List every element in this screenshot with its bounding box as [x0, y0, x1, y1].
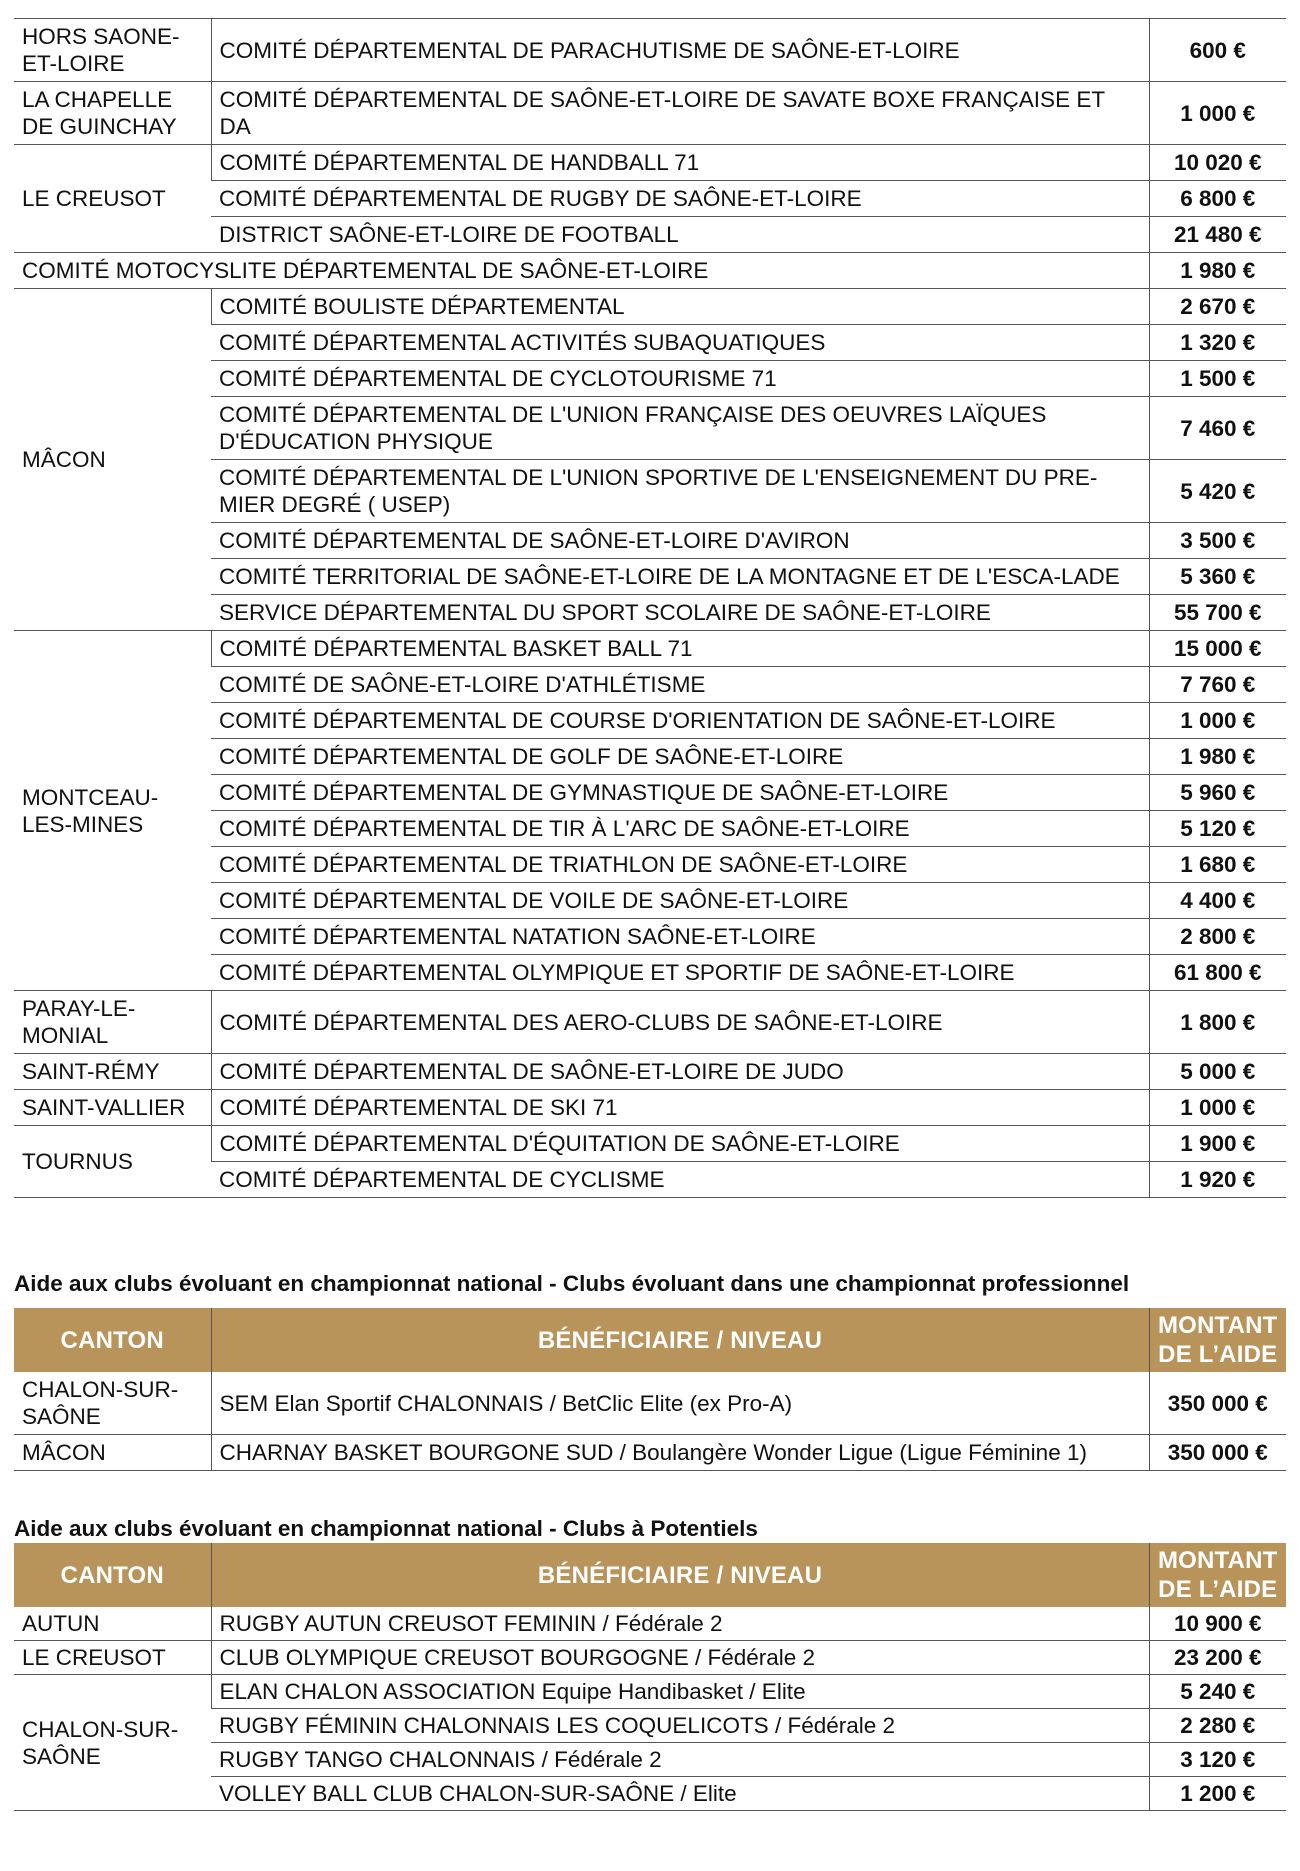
table-row	[14, 253, 1286, 289]
amount-cell: 1 000 €	[1149, 82, 1286, 145]
amount-cell: 5 240 €	[1149, 1675, 1286, 1709]
table-header-row	[14, 1308, 1286, 1372]
beneficiary-cell: VOLLEY BALL CLUB CHALON-SUR-SAÔNE / Elite	[211, 1777, 1149, 1811]
beneficiary-cell: COMITÉ DÉPARTEMENTAL DES AERO-CLUBS DE SAÔNE-ET-LOIRE	[211, 991, 1149, 1054]
amount-cell: 1 900 €	[1149, 1126, 1286, 1162]
amount-cell: 1 200 €	[1149, 1777, 1286, 1811]
amount-cell: 1 000 €	[1149, 703, 1286, 739]
canton-cell: AUTUN	[14, 1607, 211, 1641]
amount-header-line2: DE L’AIDE	[1158, 1341, 1278, 1368]
column-header-canton: CANTON	[14, 1308, 211, 1372]
column-header-amount	[1149, 1543, 1286, 1607]
beneficiary-cell: SERVICE DÉPARTEMENTAL DU SPORT SCOLAIRE DE SAÔNE-ET-LOIRE	[211, 595, 1149, 631]
canton-cell: TOURNUS	[14, 1126, 211, 1198]
beneficiary-cell: COMITÉ DÉPARTEMENTAL DE L'UNION SPORTIVE DE L'ENSEIGNEMENT DU PRE-MIER DEGRÉ ( USEP)	[211, 460, 1149, 523]
table-header-row	[14, 1543, 1286, 1607]
amount-header-line1: MONTANT	[1157, 1547, 1278, 1574]
column-header-amount	[1149, 1308, 1286, 1372]
table-row	[14, 1435, 1286, 1471]
column-header-beneficiary: BÉNÉFICIAIRE / NIVEAU	[211, 1308, 1149, 1372]
professional-clubs-table	[14, 1308, 1286, 1471]
beneficiary-cell: RUGBY AUTUN CREUSOT FEMININ / Fédérale 2	[211, 1607, 1149, 1641]
beneficiary-cell: COMITÉ DÉPARTEMENTAL DE L'UNION FRANÇAISE DES OEUVRES LAÏQUES D'ÉDUCATION PHYSIQUE	[211, 397, 1149, 460]
amount-cell: 7 760 €	[1149, 667, 1286, 703]
committees-table	[14, 18, 1286, 1198]
table-row	[14, 82, 1286, 145]
canton-cell: LE CREUSOT	[14, 145, 211, 253]
beneficiary-cell: COMITÉ DÉPARTEMENTAL DE TRIATHLON DE SAÔNE-ET-LOIRE	[211, 847, 1149, 883]
amount-cell: 1 800 €	[1149, 991, 1286, 1054]
canton-cell: MONTCEAU-LES-MINES	[14, 631, 211, 991]
section-title: Aide aux clubs évoluant en championnat national - Clubs évoluant dans une championnat professionnel	[14, 1271, 1130, 1296]
beneficiary-cell: COMITÉ DÉPARTEMENTAL DE RUGBY DE SAÔNE-ET-LOIRE	[211, 181, 1149, 217]
canton-cell: SAINT-VALLIER	[14, 1090, 211, 1126]
canton-cell: CHALON-SUR-SAÔNE	[14, 1675, 211, 1811]
amount-cell: 15 000 €	[1149, 631, 1286, 667]
amount-cell: 21 480 €	[1149, 217, 1286, 253]
beneficiary-cell: COMITÉ MOTOCYSLITE DÉPARTEMENTAL DE SAÔNE-ET-LOIRE	[14, 253, 1149, 289]
amount-header-line1: MONTANT	[1157, 1312, 1278, 1339]
amount-cell: 55 700 €	[1149, 595, 1286, 631]
amount-cell: 1 680 €	[1149, 847, 1286, 883]
amount-cell: 1 980 €	[1149, 739, 1286, 775]
beneficiary-cell: COMITÉ DÉPARTEMENTAL DE CYCLOTOURISME 71	[211, 361, 1149, 397]
amount-cell: 4 400 €	[1149, 883, 1286, 919]
table-row	[14, 1054, 1286, 1090]
beneficiary-cell: ELAN CHALON ASSOCIATION Equipe Handibasket / Elite	[211, 1675, 1149, 1709]
beneficiary-cell: COMITÉ DÉPARTEMENTAL NATATION SAÔNE-ET-LOIRE	[211, 919, 1149, 955]
beneficiary-cell: CLUB OLYMPIQUE CREUSOT BOURGOGNE / Fédérale 2	[211, 1641, 1149, 1675]
amount-cell: 10 020 €	[1149, 145, 1286, 181]
amount-cell: 5 960 €	[1149, 775, 1286, 811]
table-row	[14, 1675, 1286, 1709]
table-row	[14, 991, 1286, 1054]
amount-cell: 61 800 €	[1149, 955, 1286, 991]
beneficiary-cell: COMITÉ DÉPARTEMENTAL ACTIVITÉS SUBAQUATIQUES	[211, 325, 1149, 361]
canton-cell: LA CHAPELLE DE GUINCHAY	[14, 82, 211, 145]
beneficiary-cell: COMITÉ DÉPARTEMENTAL DE PARACHUTISME DE SAÔNE-ET-LOIRE	[211, 19, 1149, 82]
amount-cell: 5 420 €	[1149, 460, 1286, 523]
table-row	[14, 1641, 1286, 1675]
beneficiary-cell: COMITÉ DÉPARTEMENTAL DE SAÔNE-ET-LOIRE DE SAVATE BOXE FRANÇAISE ET DA	[211, 82, 1149, 145]
document-page	[14, 18, 1286, 1811]
amount-cell: 5 120 €	[1149, 811, 1286, 847]
table-row	[14, 1126, 1286, 1162]
canton-cell: MÂCON	[14, 289, 211, 631]
beneficiary-cell: COMITÉ DÉPARTEMENTAL DE COURSE D'ORIENTATION DE SAÔNE-ET-LOIRE	[211, 703, 1149, 739]
table-row	[14, 631, 1286, 667]
amount-cell: 1 000 €	[1149, 1090, 1286, 1126]
column-header-canton: CANTON	[14, 1543, 211, 1607]
table-row	[14, 1607, 1286, 1641]
amount-cell: 5 000 €	[1149, 1054, 1286, 1090]
amount-cell: 6 800 €	[1149, 181, 1286, 217]
amount-header-line2: DE L’AIDE	[1158, 1576, 1278, 1603]
beneficiary-cell: COMITÉ DÉPARTEMENTAL DE VOILE DE SAÔNE-ET-LOIRE	[211, 883, 1149, 919]
beneficiary-cell: COMITÉ DÉPARTEMENTAL DE SKI 71	[211, 1090, 1149, 1126]
amount-cell: 1 320 €	[1149, 325, 1286, 361]
amount-cell: 23 200 €	[1149, 1641, 1286, 1675]
amount-cell: 2 670 €	[1149, 289, 1286, 325]
canton-cell: MÂCON	[14, 1435, 211, 1471]
beneficiary-cell: COMITÉ TERRITORIAL DE SAÔNE-ET-LOIRE DE LA MONTAGNE ET DE L'ESCA-LADE	[211, 559, 1149, 595]
beneficiary-cell: COMITÉ DÉPARTEMENTAL DE GYMNASTIQUE DE SAÔNE-ET-LOIRE	[211, 775, 1149, 811]
canton-cell: LE CREUSOT	[14, 1641, 211, 1675]
canton-cell: HORS SAONE-ET-LOIRE	[14, 19, 211, 82]
beneficiary-cell: COMITÉ DÉPARTEMENTAL DE CYCLISME	[211, 1162, 1149, 1198]
beneficiary-cell: RUGBY TANGO CHALONNAIS / Fédérale 2	[211, 1743, 1149, 1777]
beneficiary-cell: COMITÉ DE SAÔNE-ET-LOIRE D'ATHLÉTISME	[211, 667, 1149, 703]
beneficiary-cell: COMITÉ DÉPARTEMENTAL DE SAÔNE-ET-LOIRE DE JUDO	[211, 1054, 1149, 1090]
section-title: Aide aux clubs évoluant en championnat national - Clubs à Potentiels	[14, 1516, 758, 1541]
potential-clubs-table	[14, 1543, 1286, 1811]
amount-cell: 5 360 €	[1149, 559, 1286, 595]
amount-cell: 350 000 €	[1149, 1435, 1286, 1471]
column-header-beneficiary: BÉNÉFICIAIRE / NIVEAU	[211, 1543, 1149, 1607]
beneficiary-cell: COMITÉ DÉPARTEMENTAL D'ÉQUITATION DE SAÔNE-ET-LOIRE	[211, 1126, 1149, 1162]
table-row	[14, 145, 1286, 181]
beneficiary-cell: COMITÉ DÉPARTEMENTAL OLYMPIQUE ET SPORTIF DE SAÔNE-ET-LOIRE	[211, 955, 1149, 991]
beneficiary-cell: COMITÉ DÉPARTEMENTAL BASKET BALL 71	[211, 631, 1149, 667]
amount-cell: 3 120 €	[1149, 1743, 1286, 1777]
beneficiary-cell: COMITÉ DÉPARTEMENTAL DE TIR À L'ARC DE SAÔNE-ET-LOIRE	[211, 811, 1149, 847]
beneficiary-cell: DISTRICT SAÔNE-ET-LOIRE DE FOOTBALL	[211, 217, 1149, 253]
table-row	[14, 19, 1286, 82]
table-row	[14, 289, 1286, 325]
canton-cell: PARAY-LE-MONIAL	[14, 991, 211, 1054]
beneficiary-cell: COMITÉ DÉPARTEMENTAL DE SAÔNE-ET-LOIRE D'AVIRON	[211, 523, 1149, 559]
amount-cell: 2 800 €	[1149, 919, 1286, 955]
beneficiary-cell: COMITÉ BOULISTE DÉPARTEMENTAL	[211, 289, 1149, 325]
beneficiary-cell: SEM Elan Sportif CHALONNAIS / BetClic Elite (ex Pro-A)	[211, 1372, 1149, 1435]
table-row	[14, 1090, 1286, 1126]
amount-cell: 1 980 €	[1149, 253, 1286, 289]
amount-cell: 1 920 €	[1149, 1162, 1286, 1198]
canton-cell: SAINT-RÉMY	[14, 1054, 211, 1090]
amount-cell: 10 900 €	[1149, 1607, 1286, 1641]
amount-cell: 350 000 €	[1149, 1372, 1286, 1435]
beneficiary-cell: COMITÉ DÉPARTEMENTAL DE HANDBALL 71	[211, 145, 1149, 181]
amount-cell: 600 €	[1149, 19, 1286, 82]
canton-cell: CHALON-SUR-SAÔNE	[14, 1372, 211, 1435]
amount-cell: 1 500 €	[1149, 361, 1286, 397]
beneficiary-cell: RUGBY FÉMININ CHALONNAIS LES COQUELICOTS / Fédérale 2	[211, 1709, 1149, 1743]
beneficiary-cell: COMITÉ DÉPARTEMENTAL DE GOLF DE SAÔNE-ET-LOIRE	[211, 739, 1149, 775]
amount-cell: 7 460 €	[1149, 397, 1286, 460]
amount-cell: 2 280 €	[1149, 1709, 1286, 1743]
amount-cell: 3 500 €	[1149, 523, 1286, 559]
beneficiary-cell: CHARNAY BASKET BOURGONE SUD / Boulangère Wonder Ligue (Ligue Féminine 1)	[211, 1435, 1149, 1471]
table-row	[14, 1372, 1286, 1435]
